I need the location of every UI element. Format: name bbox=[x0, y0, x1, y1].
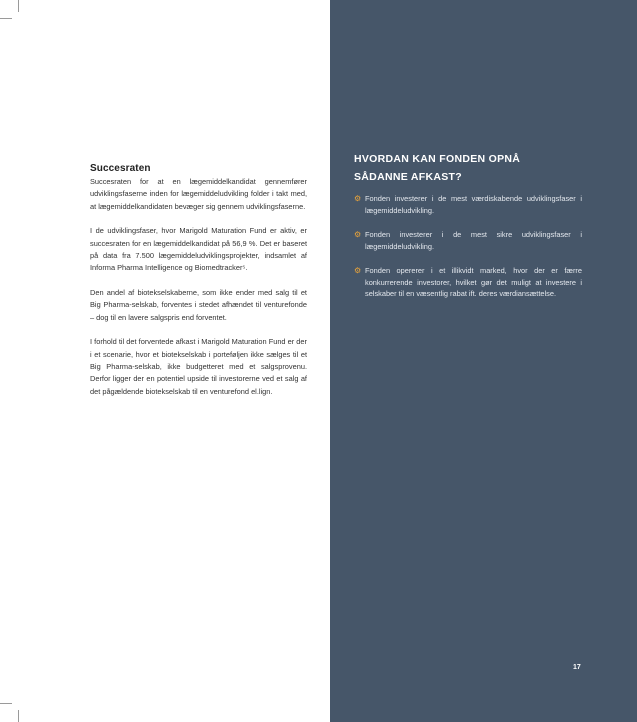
body-paragraph: I forhold til det forventede afkast i Marigold Maturation Fund er der i et scenarie, hvor et biotekselskab i porteføljen ikke sælges til et Big Pharma-selskab, ikke budgetteret med et salgsprovenu. Derfor ligger der en potentiel upside til investorerne ved et salg af det pågældende biotekselskab til en venturefond el.lign. bbox=[90, 337, 307, 396]
main-text-column bbox=[90, 163, 307, 410]
gear-icon: ⚙ bbox=[354, 194, 362, 203]
gear-icon: ⚙ bbox=[354, 265, 362, 275]
list-item bbox=[354, 265, 582, 301]
crop-mark bbox=[18, 710, 19, 722]
body-paragraph: I de udviklingsfaser, hvor Marigold Maturation Fund er aktiv, er succesraten for en lægemiddelkandidat på 56,9 %. Det er baseret på data fra 7.500 lægemiddeludviklingsprojekter, indsamlet af Informa Pharma Intelligence og Biomedtracker⁵. bbox=[90, 226, 307, 273]
crop-mark bbox=[18, 0, 19, 12]
bullet-text: Fonden opererer i et illikvidt marked, hvor der er færre konkurrerende investorer, hvilket gør det muligt at investere i selskaber til en væsentlig rabat ift. deres værdiansættelse. bbox=[365, 265, 582, 299]
body-paragraph: Succesraten for at en lægemiddelkandidat gennemfører udviklingsfaserne inden for lægemiddeludvikling folder i takt med, at lægemiddelkandidaten bevæger sig gennem udviklingsfaserne. bbox=[90, 177, 307, 211]
crop-mark bbox=[0, 18, 12, 19]
section-heading: Succesraten bbox=[90, 163, 151, 174]
page-number: 17 bbox=[573, 664, 581, 671]
bullet-text: Fonden investerer i de mest sikre udviklingsfaser i lægemiddeludvikling. bbox=[365, 229, 582, 251]
info-panel bbox=[330, 0, 637, 722]
gear-icon: ⚙ bbox=[354, 229, 362, 239]
bullet-list bbox=[354, 193, 582, 312]
list-item bbox=[354, 193, 582, 217]
list-item bbox=[354, 229, 582, 253]
panel-title-line: HVORDAN KAN FONDEN OPNÅ bbox=[354, 153, 521, 165]
bullet-text: Fonden investerer i de mest værdiskabende udviklingsfaser i lægemiddeludvikling. bbox=[365, 194, 582, 215]
panel-title bbox=[354, 150, 594, 186]
crop-mark bbox=[0, 703, 12, 704]
body-paragraph: Den andel af biotekselskaberne, som ikke ender med salg til et Big Pharma-selskab, forventes i stedet afhændet til venturefonde – dog til en lavere salgspris end forventet. bbox=[90, 288, 307, 322]
panel-title-line: SÅDANNE AFKAST? bbox=[354, 171, 462, 183]
